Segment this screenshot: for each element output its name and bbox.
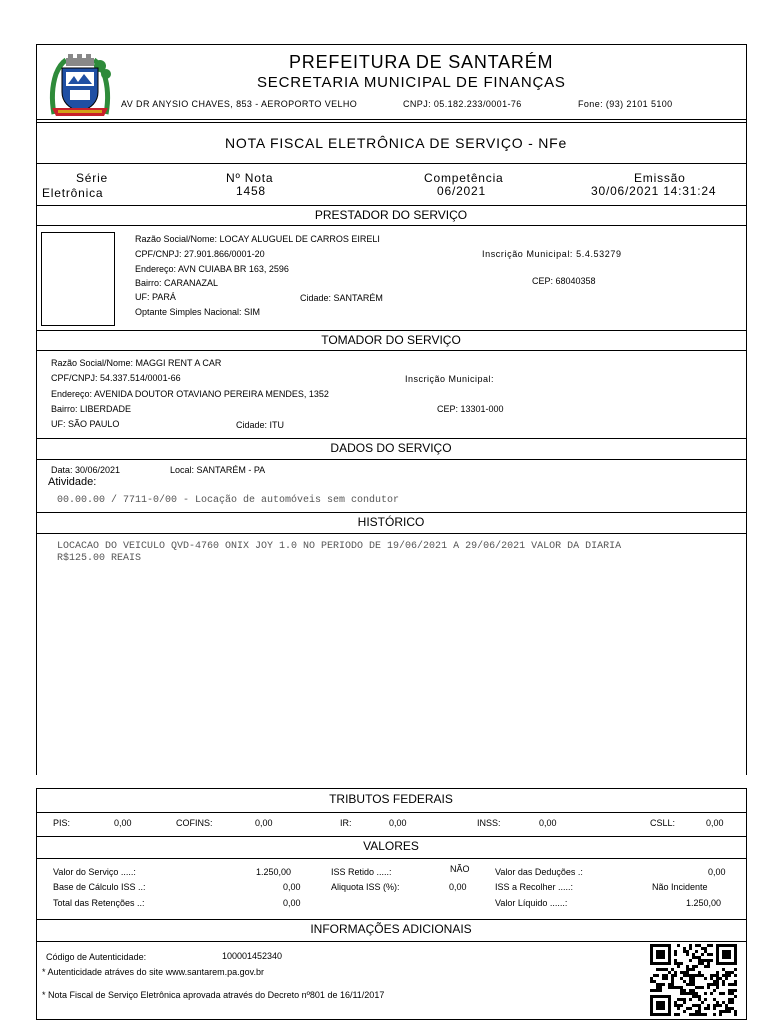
- prestador-razao: Razão Social/Nome: LOCAY ALUGUEL DE CARROS EIRELI: [135, 234, 380, 244]
- serie-label: Série: [76, 171, 109, 185]
- divider: [36, 858, 747, 859]
- codigo-autenticidade-label: Código de Autenticidade:: [46, 952, 147, 962]
- valor-liquido: 1.250,00: [686, 898, 722, 908]
- divider: [36, 512, 747, 513]
- ir-label: IR:: [340, 818, 352, 828]
- historico-line-2: R$125.00 REAIS: [57, 553, 142, 564]
- serie-value: Eletrônica: [42, 186, 104, 200]
- cofins-label: COFINS:: [176, 818, 213, 828]
- prestador-cidade: Cidade: SANTARÉM: [300, 293, 383, 303]
- header-phone: Fone: (93) 2101 5100: [578, 99, 673, 109]
- divider: [36, 119, 747, 120]
- servico-local: Local: SANTARÉM - PA: [170, 465, 266, 475]
- aliquota: 0,00: [449, 882, 467, 892]
- document-title: NOTA FISCAL ELETRÔNICA DE SERVIÇO - NFe: [225, 135, 568, 151]
- prestador-simples: Optante Simples Nacional: SIM: [135, 307, 261, 317]
- emissao-label: Emissão: [634, 171, 686, 185]
- decreto-info: * Nota Fiscal de Serviço Eletrônica aprovada através do Decreto nº801 de 16/11/2017: [42, 990, 385, 1000]
- tomador-inscricao: Inscrição Municipal:: [405, 374, 495, 384]
- tomador-cidade: Cidade: ITU: [236, 420, 285, 430]
- tomador-bairro: Bairro: LIBERDADE: [51, 404, 132, 414]
- valores-section-title: VALORES: [363, 839, 419, 853]
- iss-recolher-label: ISS a Recolher .....:: [495, 882, 574, 892]
- divider: [36, 919, 747, 920]
- codigo-autenticidade: 100001452340: [222, 951, 283, 961]
- emissao-value: 30/06/2021 14:31:24: [591, 184, 717, 198]
- servico-data: Data: 30/06/2021: [51, 465, 121, 475]
- header-cnpj: CNPJ: 05.182.233/0001-76: [403, 99, 522, 109]
- iss-recolher: Não Incidente: [652, 882, 708, 892]
- adicionais-section-title: INFORMAÇÕES ADICIONAIS: [310, 922, 472, 936]
- historico-section-title: HISTÓRICO: [357, 515, 425, 529]
- divider: [36, 836, 747, 837]
- tomador-cpf: CPF/CNPJ: 54.337.514/0001-66: [51, 373, 181, 383]
- pis-label: PIS:: [53, 818, 71, 828]
- servico-atividade-label: Atividade:: [48, 476, 97, 488]
- divider: [36, 163, 747, 164]
- divider: [36, 941, 747, 942]
- prestador-cep: CEP: 68040358: [532, 276, 596, 286]
- prestador-endereco: Endereço: AVN CUIABA BR 163, 2596: [135, 264, 289, 274]
- historico-line-1: LOCACAO DO VEICULO QVD-4760 ONIX JOY 1.0 NO PERIODO DE 19/06/2021 A 29/06/2021 VALOR DA DIARIA: [57, 541, 622, 552]
- divider: [36, 330, 747, 331]
- inss-value: 0,00: [539, 818, 557, 828]
- nota-value: 1458: [236, 184, 266, 198]
- cofins-value: 0,00: [255, 818, 273, 828]
- competencia-value: 06/2021: [437, 184, 486, 198]
- tomador-section-title: TOMADOR DO SERVIÇO: [321, 333, 461, 347]
- deducoes: 0,00: [708, 867, 726, 877]
- prestador-cpf: CPF/CNPJ: 27.901.866/0001-20: [135, 249, 265, 259]
- header-title: PREFEITURA DE SANTARÉM: [289, 52, 554, 72]
- deducoes-label: Valor das Deduções .:: [495, 867, 583, 877]
- servico-section-title: DADOS DO SERVIÇO: [330, 441, 452, 455]
- tomador-uf: UF: SÃO PAULO: [51, 419, 120, 429]
- total-retencoes-label: Total das Retenções ..:: [53, 898, 145, 908]
- competencia-label: Competência: [424, 171, 504, 185]
- iss-retido: NÃO: [450, 864, 470, 874]
- valor-servico-label: Valor do Serviço .....:: [53, 867, 136, 877]
- divider: [36, 122, 747, 123]
- tomador-razao: Razão Social/Nome: MAGGI RENT A CAR: [51, 358, 222, 368]
- divider: [36, 812, 747, 813]
- base-calculo: 0,00: [283, 882, 301, 892]
- pis-value: 0,00: [114, 818, 132, 828]
- aliquota-label: Aliquota ISS (%):: [331, 882, 400, 892]
- coat-of-arms-logo: [44, 52, 116, 118]
- tomador-endereco: Endereço: AVENIDA DOUTOR OTAVIANO PEREIRA MENDES, 1352: [51, 389, 329, 399]
- divider: [36, 205, 747, 206]
- prestador-uf: UF: PARÁ: [135, 292, 176, 302]
- nota-label: Nº Nota: [226, 171, 274, 185]
- header-subtitle: SECRETARIA MUNICIPAL DE FINANÇAS: [257, 74, 566, 91]
- divider: [36, 438, 747, 439]
- valor-liquido-label: Valor Líquido ......:: [495, 898, 568, 908]
- ir-value: 0,00: [389, 818, 407, 828]
- valor-servico: 1.250,00: [256, 867, 292, 877]
- total-retencoes: 0,00: [283, 898, 301, 908]
- divider: [36, 225, 747, 226]
- autenticidade-site: * Autenticidade atráves do site www.santarem.pa.gov.br: [42, 967, 264, 977]
- prestador-section-title: PRESTADOR DO SERVIÇO: [314, 208, 468, 222]
- nfe-main-frame: [36, 44, 747, 775]
- servico-atividade: 00.00.00 / 7711-0/00 - Locação de automóveis sem condutor: [57, 495, 400, 506]
- header-address: AV DR ANYSIO CHAVES, 853 - AEROPORTO VELHO: [121, 99, 358, 109]
- divider: [36, 350, 747, 351]
- divider: [36, 533, 747, 534]
- tributos-section-title: TRIBUTOS FEDERAIS: [329, 792, 453, 806]
- inss-label: INSS:: [477, 818, 501, 828]
- prestador-bairro: Bairro: CARANAZAL: [135, 278, 219, 288]
- prestador-inscricao: Inscrição Municipal: 5.4.53279: [482, 249, 622, 259]
- divider: [36, 459, 747, 460]
- iss-retido-label: ISS Retido .....:: [331, 867, 392, 877]
- tomador-cep: CEP: 13301-000: [437, 404, 504, 414]
- qr-code: [650, 944, 738, 1018]
- prestador-logo-placeholder: [41, 232, 115, 326]
- csll-value: 0,00: [706, 818, 724, 828]
- base-calculo-label: Base de Cálculo ISS ..:: [53, 882, 146, 892]
- csll-label: CSLL:: [650, 818, 676, 828]
